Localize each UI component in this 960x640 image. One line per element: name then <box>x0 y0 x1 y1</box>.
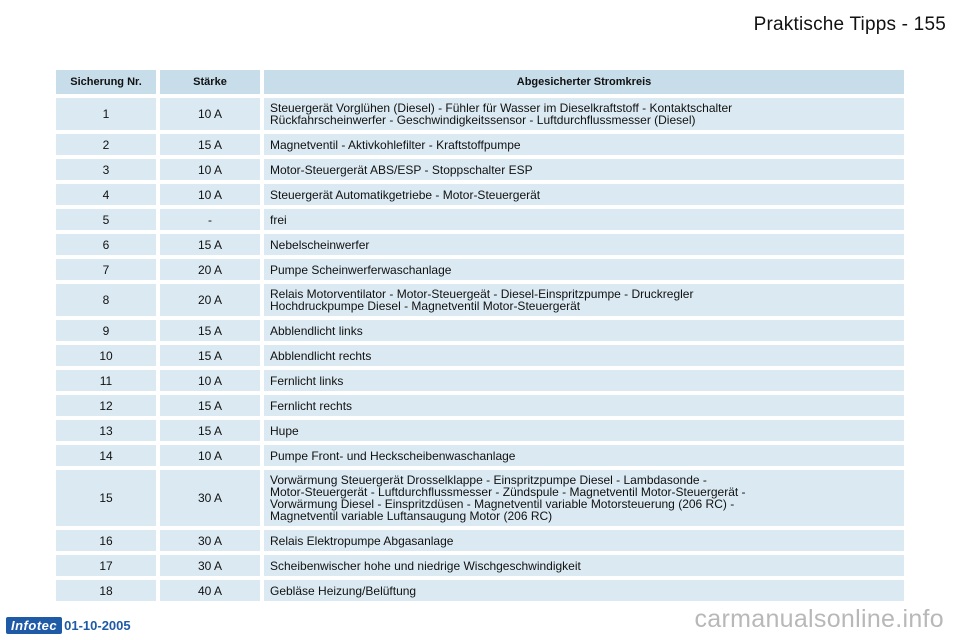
fuse-number: 15 <box>56 470 160 526</box>
table-row <box>56 345 904 366</box>
circuit-description <box>264 370 904 391</box>
footer-date: 01-10-2005 <box>64 618 131 633</box>
fuse-number: 10 <box>56 345 160 366</box>
table-row <box>56 234 904 255</box>
fuse-amperage: 30 A <box>160 470 264 526</box>
fuse-number: 1 <box>56 98 160 130</box>
fuse-number: 5 <box>56 209 160 230</box>
circuit-description-line: Fernlicht rechts <box>270 398 353 413</box>
circuit-description <box>264 320 904 341</box>
circuit-description <box>264 420 904 441</box>
circuit-description-line: Rückfahrscheinwerfer - Geschwindigkeitssensor - Luftdurchflussmesser (Diesel) <box>270 113 696 127</box>
circuit-description-line: Steuergerät Automatikgetriebe - Motor-Steuergerät <box>270 187 541 202</box>
circuit-description <box>264 134 904 155</box>
fuse-number: 16 <box>56 530 160 551</box>
circuit-description-line: frei <box>270 212 287 227</box>
table-row <box>56 259 904 280</box>
table-row <box>56 284 904 316</box>
circuit-description <box>264 395 904 416</box>
fuse-number: 7 <box>56 259 160 280</box>
circuit-description <box>264 530 904 551</box>
fuse-amperage: 15 A <box>160 134 264 155</box>
circuit-description <box>264 445 904 466</box>
circuit-description-line: Relais Motorventilator - Motor-Steuergeät - Diesel-Einspritzpumpe - Druckregler <box>270 287 694 301</box>
fuse-amperage: 20 A <box>160 284 264 316</box>
circuit-description-line: Abblendlicht links <box>270 323 363 338</box>
fuse-amperage: 40 A <box>160 580 264 601</box>
circuit-description <box>264 98 904 130</box>
circuit-description-line: Relais Elektropumpe Abgasanlage <box>270 533 454 548</box>
circuit-description <box>264 159 904 180</box>
fuse-number: 17 <box>56 555 160 576</box>
fuse-amperage: 10 A <box>160 184 264 205</box>
table-row <box>56 209 904 230</box>
page-header: Praktische Tipps - 155 <box>753 14 946 35</box>
infotec-logo: Infotec <box>6 617 62 634</box>
circuit-description <box>264 470 904 526</box>
col-header-circuit: Abgesicherter Stromkreis <box>264 70 904 94</box>
fuse-amperage: 15 A <box>160 420 264 441</box>
table-row <box>56 470 904 526</box>
circuit-description-line: Motor-Steuergerät - Luftdurchflussmesser - Zündspule - Magnetventil Motor-Steuergerät - <box>270 485 746 499</box>
circuit-description-line: Scheibenwischer hohe und niedrige Wischgeschwindigkeit <box>270 558 581 573</box>
circuit-description-line: Motor-Steuergerät ABS/ESP - Stoppschalter ESP <box>270 162 533 177</box>
fuse-number: 6 <box>56 234 160 255</box>
circuit-description <box>264 184 904 205</box>
fuse-table <box>56 66 904 605</box>
fuse-amperage: 10 A <box>160 98 264 130</box>
circuit-description <box>264 345 904 366</box>
table-row <box>56 98 904 130</box>
circuit-description-line: Gebläse Heizung/Belüftung <box>270 583 417 598</box>
table-row <box>56 420 904 441</box>
circuit-description <box>264 580 904 601</box>
fuse-amperage: 10 A <box>160 445 264 466</box>
fuse-amperage: - <box>160 209 264 230</box>
circuit-description <box>264 555 904 576</box>
circuit-description-line: Hochdruckpumpe Diesel - Magnetventil Motor-Steuergerät <box>270 299 581 313</box>
table-row <box>56 320 904 341</box>
table-row <box>56 555 904 576</box>
circuit-description-line: Magnetventil - Aktivkohlefilter - Kraftstoffpumpe <box>270 137 521 152</box>
circuit-description <box>264 284 904 316</box>
table-row <box>56 580 904 601</box>
fuse-amperage: 20 A <box>160 259 264 280</box>
fuse-number: 2 <box>56 134 160 155</box>
table-row <box>56 134 904 155</box>
table-row <box>56 184 904 205</box>
fuse-amperage: 10 A <box>160 370 264 391</box>
fuse-amperage: 30 A <box>160 555 264 576</box>
circuit-description-line: Vorwärmung Steuergerät Drosselklappe - Einspritzpumpe Diesel - Lambdasonde - <box>270 473 707 487</box>
fuse-number: 4 <box>56 184 160 205</box>
fuse-number: 12 <box>56 395 160 416</box>
col-header-amperage: Stärke <box>160 70 264 94</box>
circuit-description <box>264 234 904 255</box>
watermark: carmanualsonline.info <box>694 605 944 633</box>
table-row <box>56 445 904 466</box>
fuse-number: 9 <box>56 320 160 341</box>
fuse-amperage: 15 A <box>160 395 264 416</box>
circuit-description-line: Pumpe Scheinwerferwaschanlage <box>270 262 452 277</box>
circuit-description-line: Steuergerät Vorglühen (Diesel) - Fühler für Wasser im Dieselkraftstoff - Kontaktschalter <box>270 101 733 115</box>
circuit-description-line: Abblendlicht rechts <box>270 348 372 363</box>
circuit-description-line: Hupe <box>270 423 299 438</box>
fuse-amperage: 15 A <box>160 234 264 255</box>
fuse-table-body <box>56 98 904 601</box>
fuse-amperage: 15 A <box>160 320 264 341</box>
circuit-description-line: Nebelscheinwerfer <box>270 237 370 252</box>
table-row <box>56 159 904 180</box>
fuse-amperage: 10 A <box>160 159 264 180</box>
table-row <box>56 530 904 551</box>
fuse-number: 18 <box>56 580 160 601</box>
circuit-description-line: Magnetventil variable Luftansaugung Motor (206 RC) <box>270 509 553 523</box>
table-row <box>56 395 904 416</box>
fuse-number: 3 <box>56 159 160 180</box>
fuse-number: 8 <box>56 284 160 316</box>
circuit-description-line: Pumpe Front- und Heckscheibenwaschanlage <box>270 448 516 463</box>
circuit-description-line: Vorwärmung Diesel - Einspritzdüsen - Magnetventil variable Motorsteuerung (206 RC) - <box>270 497 735 511</box>
circuit-description <box>264 209 904 230</box>
fuse-amperage: 30 A <box>160 530 264 551</box>
fuse-number: 13 <box>56 420 160 441</box>
fuse-number: 11 <box>56 370 160 391</box>
footer-branding <box>6 617 131 634</box>
col-header-fuse-number: Sicherung Nr. <box>56 70 160 94</box>
table-header-row <box>56 70 904 94</box>
table-row <box>56 370 904 391</box>
fuse-number: 14 <box>56 445 160 466</box>
circuit-description <box>264 259 904 280</box>
fuse-amperage: 15 A <box>160 345 264 366</box>
circuit-description-line: Fernlicht links <box>270 373 344 388</box>
